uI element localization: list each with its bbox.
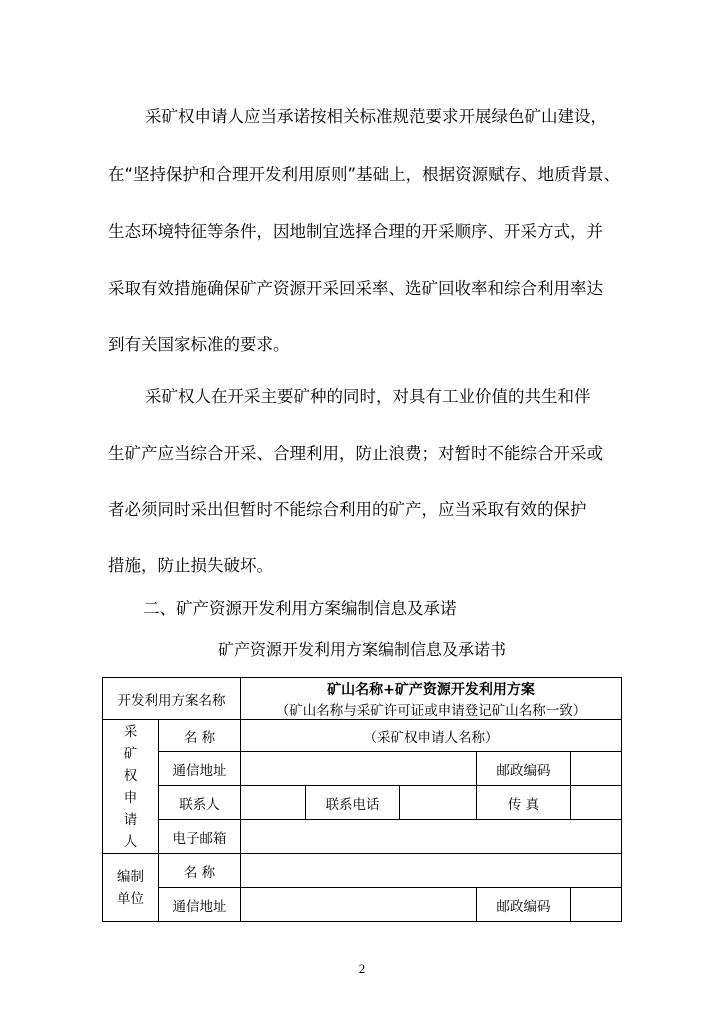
table-row [103, 820, 622, 854]
fax-label: 传 真 [477, 786, 571, 820]
paragraph-line: 采取有效措施确保矿产资源开采回采率、选矿回收率和综合利用率达 [108, 279, 603, 298]
email-field[interactable] [241, 820, 622, 854]
paragraph-line: 采矿权人在开采主要矿种的同时，对具有工业价值的共生和伴 [145, 387, 591, 406]
info-table [102, 677, 622, 922]
applicant-address-label: 通信地址 [159, 752, 241, 786]
table-row [103, 888, 622, 922]
table-row [103, 854, 622, 888]
plan-name-note: （矿山名称与采矿许可证或申请登记矿山名称一致） [275, 702, 587, 719]
fax-field[interactable] [571, 786, 622, 820]
unit-group-label [103, 854, 159, 922]
section-heading: 二、矿产资源开发利用方案编制信息及承诺 [143, 599, 457, 618]
table-row [103, 786, 622, 820]
applicant-address-field[interactable] [241, 752, 477, 786]
paragraph-line: 者必须同时采出但暂时不能综合利用的矿产，应当采取有效的保护 [108, 500, 587, 519]
applicant-group-label [103, 720, 159, 854]
table-row [103, 678, 622, 720]
email-label: 电子邮箱 [159, 820, 241, 854]
plan-name-label: 开发利用方案名称 [103, 678, 241, 720]
unit-postcode-label: 邮政编码 [477, 888, 571, 922]
phone-field[interactable] [400, 786, 477, 820]
applicant-postcode-field[interactable] [571, 752, 622, 786]
paragraph-line: 到有关国家标准的要求。 [108, 335, 290, 354]
applicant-group-char: 人 [123, 833, 138, 850]
applicant-group-char: 矿 [123, 745, 138, 762]
form-title: 矿产资源开发利用方案编制信息及承诺书 [217, 640, 506, 659]
paragraph-line: 在“坚持保护和合理开发利用原则”基础上，根据资源赋存、地质背景、 [108, 165, 621, 184]
table-row [103, 720, 622, 752]
applicant-postcode-label: 邮政编码 [477, 752, 571, 786]
unit-address-label: 通信地址 [159, 888, 241, 922]
table-row [103, 752, 622, 786]
plan-name-value: 矿山名称+矿产资源开发利用方案 [327, 681, 535, 698]
contact-label: 联系人 [159, 786, 241, 820]
applicant-name-label: 名 称 [159, 720, 241, 752]
paragraph-line: 生矿产应当综合开采、合理利用，防止浪费；对暂时不能综合开采或 [108, 444, 603, 463]
applicant-group-char: 请 [123, 811, 138, 828]
paragraph-line: 采矿权申请人应当承诺按相关标准规范要求开展绿色矿山建设， [145, 107, 607, 126]
applicant-name-field[interactable]: （采矿权申请人名称） [241, 720, 622, 752]
paragraph-line: 生态环境特征等条件，因地制宜选择合理的开采顺序、开采方式，并 [108, 222, 603, 241]
contact-field[interactable] [241, 786, 306, 820]
applicant-group-char: 权 [123, 767, 138, 784]
phone-label: 联系电话 [306, 786, 400, 820]
unit-group-line: 编制 [117, 868, 144, 885]
applicant-group-char: 申 [123, 789, 138, 806]
unit-name-field[interactable] [241, 854, 622, 888]
unit-name-label: 名 称 [159, 854, 241, 888]
unit-postcode-field[interactable] [571, 888, 622, 922]
unit-address-field[interactable] [241, 888, 477, 922]
plan-name-cell[interactable] [241, 678, 622, 720]
paragraph-line: 措施，防止损失破坏。 [108, 556, 273, 575]
applicant-group-char: 采 [123, 723, 138, 740]
unit-group-line: 单位 [117, 890, 144, 907]
page-number: 2 [358, 961, 366, 976]
